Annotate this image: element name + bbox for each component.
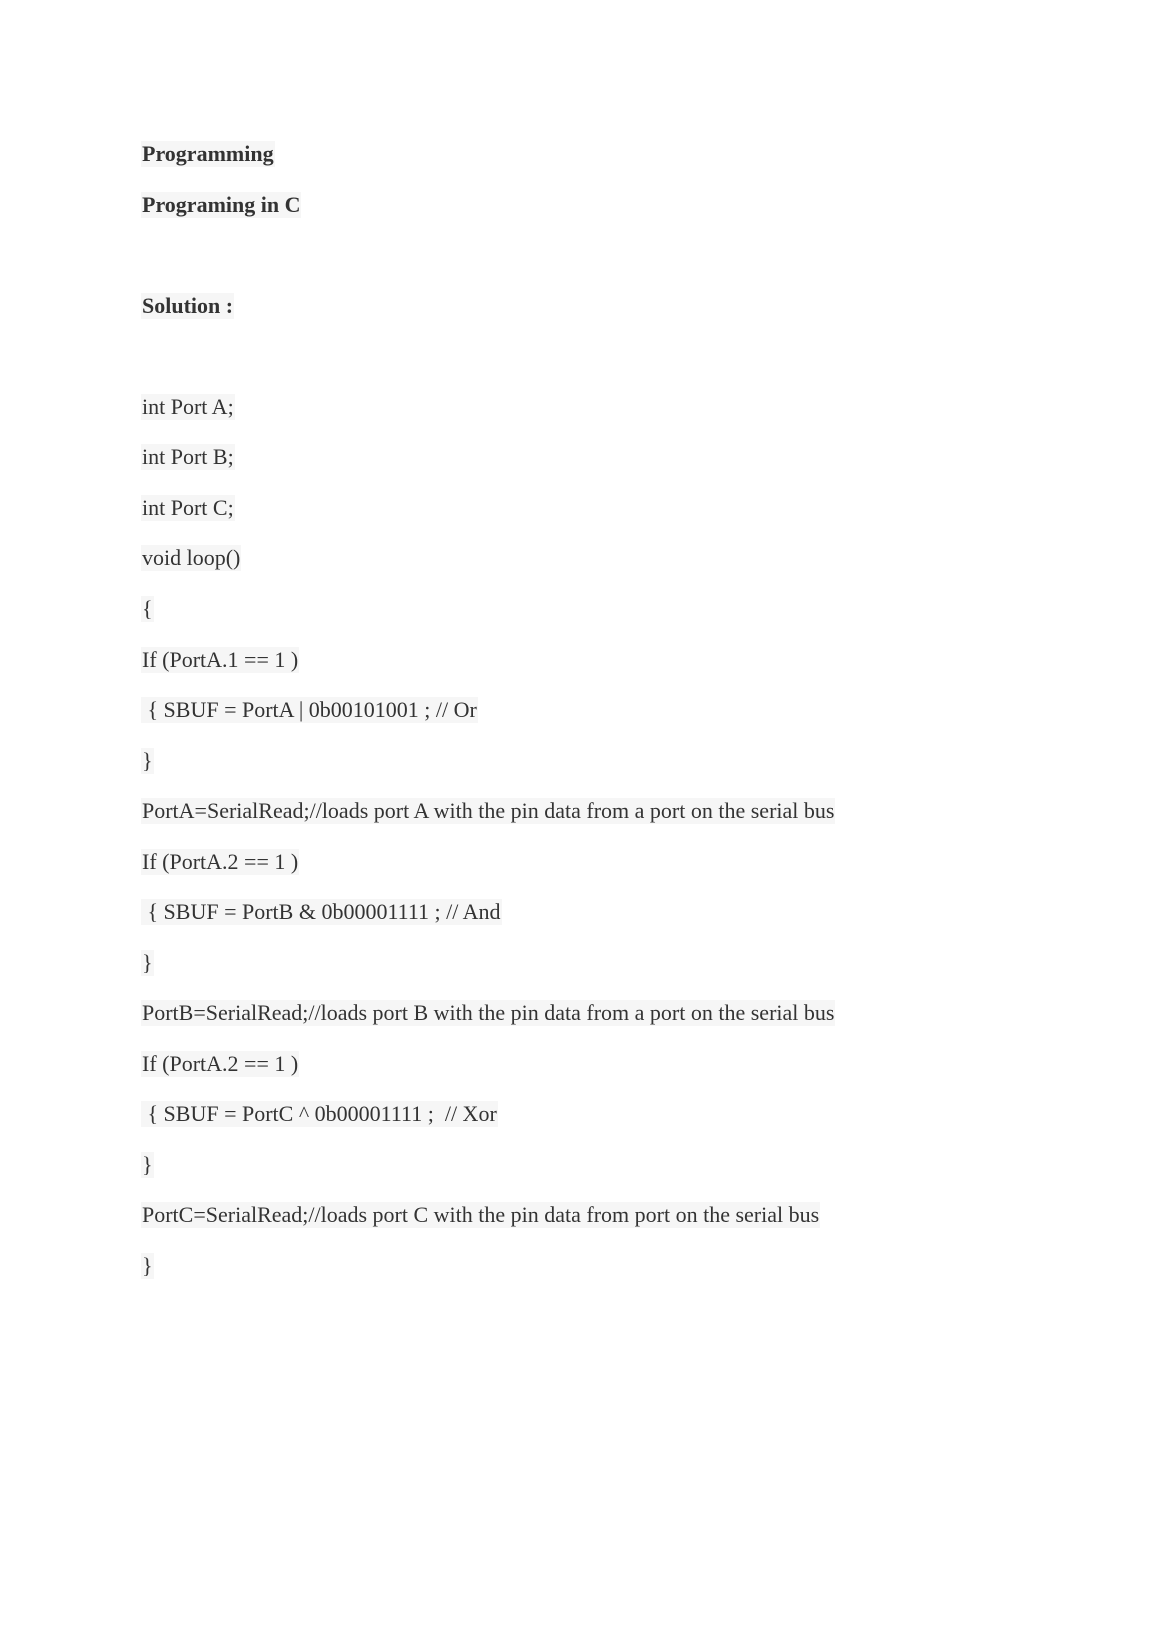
code-line: { [142, 596, 153, 621]
code-line: { SBUF = PortB & 0b00001111 ; // And [142, 899, 501, 924]
code-line: PortB=SerialRead;//loads port B with the pin data from a port on the serial bus [142, 1000, 835, 1025]
code-line: PortC=SerialRead;//loads port C with the pin data from port on the serial bus [142, 1202, 820, 1227]
code-line: } [142, 1253, 153, 1278]
code-line: If (PortA.2 == 1 ) [142, 849, 299, 874]
document-subtitle: Programing in C [142, 192, 301, 217]
code-line: If (PortA.2 == 1 ) [142, 1051, 299, 1076]
code-line: { SBUF = PortC ^ 0b00001111 ; // Xor [142, 1101, 497, 1126]
code-line: void loop() [142, 545, 241, 570]
code-line: int Port B; [142, 444, 234, 469]
document-title: Programming [142, 141, 274, 166]
code-line: int Port C; [142, 495, 234, 520]
code-line: PortA=SerialRead;//loads port A with the pin data from a port on the serial bus [142, 798, 835, 823]
code-line: } [142, 748, 153, 773]
code-line: If (PortA.1 == 1 ) [142, 647, 299, 672]
code-line: } [142, 1152, 153, 1177]
solution-label: Solution : [142, 293, 234, 318]
code-line: } [142, 950, 153, 975]
code-line: int Port A; [142, 394, 234, 419]
code-line: { SBUF = PortA | 0b00101001 ; // Or [142, 697, 477, 722]
